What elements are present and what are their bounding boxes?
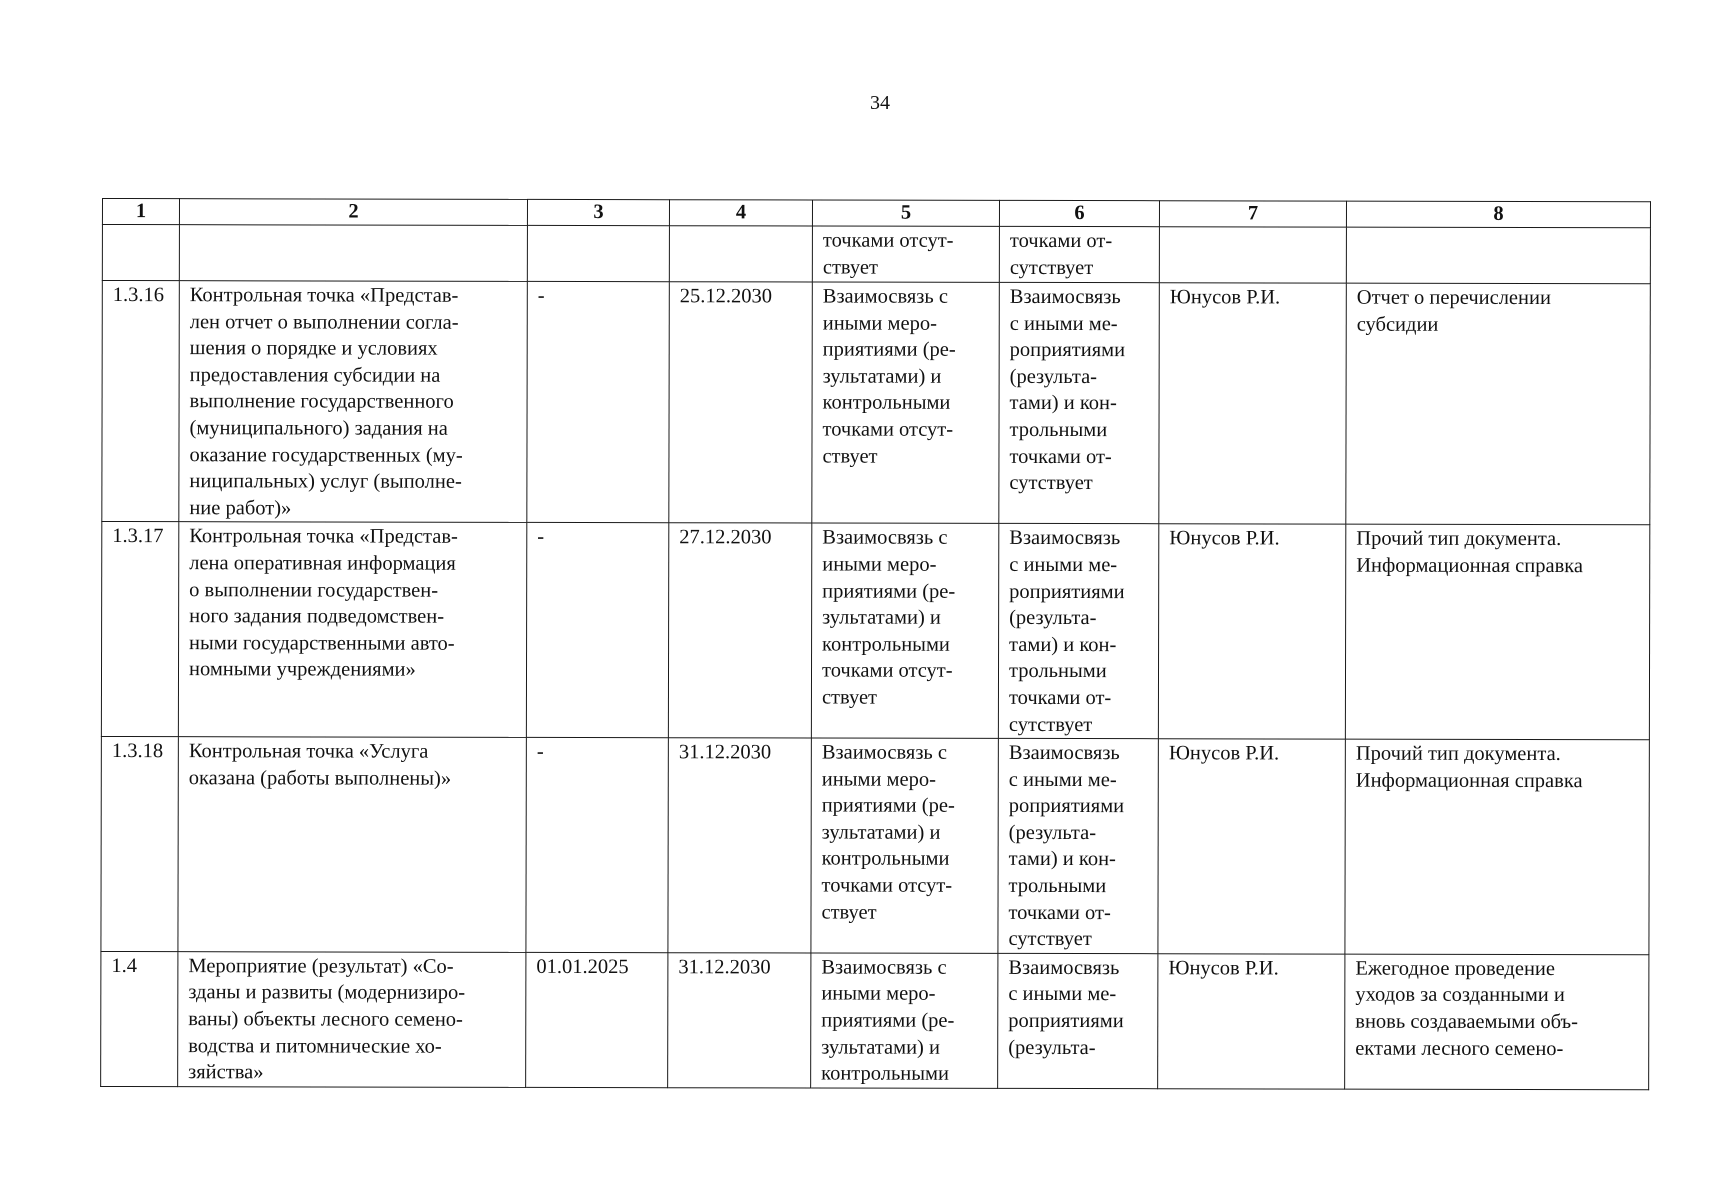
table-row (101, 522, 1649, 740)
column-header: 7 (1159, 201, 1346, 227)
row-number-cell: 1.3.16 (102, 281, 180, 523)
relation-points-cell: точками от- сутствует (999, 226, 1159, 282)
relation-points-cell: Взаимосвязь с иными ме- роприятиями (результа- тами) и кон- трольными точками от- сутствует (999, 282, 1160, 524)
row-number-cell: 1.4 (101, 951, 178, 1086)
column-header: 8 (1346, 201, 1650, 228)
row-number-cell: 1.3.17 (101, 522, 178, 737)
document-cell: Ежегодное проведение уходов за созданными и вновь создаваемыми объ- ектами лесного семено- (1345, 954, 1649, 1090)
end-date-cell: 31.12.2030 (668, 953, 811, 1088)
document-cell: Прочий тип документа. Информационная справка (1345, 524, 1649, 739)
relation-results-cell: Взаимосвязь с иными меро- приятиями (ре- зультатами) и контрольными (811, 953, 998, 1088)
relation-results-cell: Взаимосвязь с иными меро- приятиями (ре- зультатами) и контрольными точками отсут- ствует (811, 738, 998, 953)
start-date-cell: - (526, 737, 668, 952)
event-name-cell: Мероприятие (результат) «Со- зданы и развиты (модернизиро- ваны) объекты лесного семено- водства и питомнические хо- зяйства» (178, 952, 526, 1088)
column-header: 1 (102, 199, 179, 225)
table-row (101, 951, 1649, 1089)
column-header: 4 (669, 200, 812, 226)
responsible-cell: Юнусов Р.И. (1158, 524, 1345, 739)
responsible-cell: Юнусов Р.И. (1159, 283, 1347, 525)
document-cell (1346, 227, 1650, 284)
plan-table (100, 198, 1651, 1090)
document-cell: Отчет о перечислении субсидии (1346, 283, 1651, 525)
relation-results-cell: точками отсут- ствует (812, 226, 999, 282)
relation-results-cell: Взаимосвязь с иными меро- приятиями (ре- зультатами) и контрольными точками отсут- ствует (811, 523, 998, 738)
relation-points-cell: Взаимосвязь с иными ме- роприятиями (результа- тами) и кон- трольными точками от- сутствует (998, 524, 1158, 739)
relation-points-cell: Взаимосвязь с иными ме- роприятиями (результа- тами) и кон- трольными точками от- сутствует (998, 738, 1158, 953)
page-number: 34 (870, 92, 890, 114)
table-header-row (102, 199, 1650, 228)
relation-results-cell: Взаимосвязь с иными меро- приятиями (ре- зультатами) и контрольными точками отсут- ствует (812, 282, 1000, 524)
relation-points-cell: Взаимосвязь с иными ме- роприятиями (результа- (998, 953, 1158, 1088)
end-date-cell (669, 226, 812, 282)
end-date-cell: 31.12.2030 (668, 738, 811, 953)
column-header: 6 (999, 200, 1159, 226)
end-date-cell: 25.12.2030 (669, 282, 813, 524)
event-name-cell: Контрольная точка «Представ- лена оперативная информация о выполнении государствен- ного задания подведомствен- ными государственными авто- номными учреждениями» (178, 522, 526, 737)
table-row (101, 737, 1649, 955)
responsible-cell (1159, 227, 1346, 283)
column-header: 3 (527, 199, 669, 225)
end-date-cell: 27.12.2030 (668, 523, 811, 738)
responsible-cell: Юнусов Р.И. (1158, 739, 1345, 954)
row-number-cell (102, 225, 179, 281)
responsible-cell: Юнусов Р.И. (1158, 954, 1345, 1089)
start-date-cell: 01.01.2025 (526, 952, 668, 1087)
event-name-cell: Контрольная точка «Услуга оказана (работы выполнены)» (178, 737, 526, 952)
event-name-cell: Контрольная точка «Представ- лен отчет о выполнении согла- шения о порядке и условиях предоставления субсидии на выполнение государственного (муниципального) задания на оказание государственных (му- ниципальных) услуг (выполне- ние работ)» (179, 281, 528, 523)
event-name-cell (179, 225, 527, 282)
start-date-cell: - (527, 281, 670, 523)
start-date-cell (527, 225, 669, 281)
column-header: 2 (179, 199, 527, 226)
table-row (102, 281, 1651, 526)
start-date-cell: - (526, 523, 668, 738)
column-header: 5 (812, 200, 999, 226)
table-row (102, 225, 1650, 284)
document-cell: Прочий тип документа. Информационная справка (1345, 739, 1649, 954)
row-number-cell: 1.3.18 (101, 737, 178, 952)
